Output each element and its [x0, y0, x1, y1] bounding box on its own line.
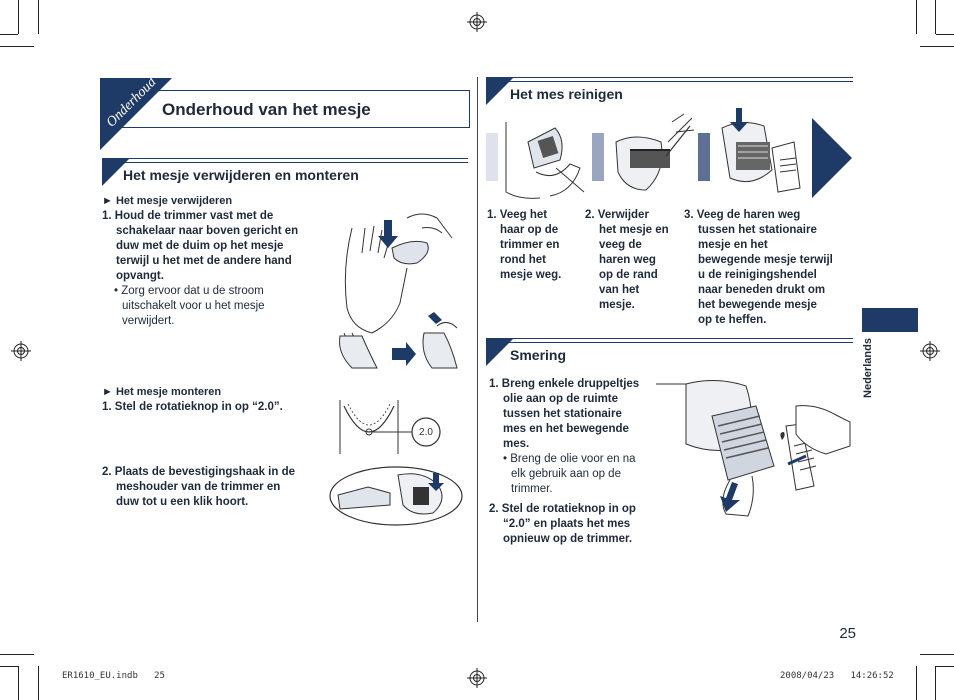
- remove-step-1-line: terwijl u het met de andere hand: [116, 255, 292, 267]
- clean-step-1: [487, 208, 561, 283]
- clean-step-2-line: veeg de: [599, 239, 642, 251]
- lube-note-line: elk gebruik aan op de: [511, 468, 621, 480]
- main-title: Onderhoud van het mesje: [162, 100, 371, 119]
- lube-step-2-line: “2.0” en plaats het mes: [503, 518, 631, 530]
- clean-step-2-line: mesje.: [599, 299, 635, 311]
- clean-step-1-line: haar op de: [500, 224, 559, 236]
- registration-mark-icon: [920, 341, 940, 361]
- lube-note-line: trimmer.: [511, 483, 553, 495]
- clean-step-3-line: het bewegende mesje: [698, 299, 817, 311]
- registration-mark-icon: [11, 341, 31, 361]
- lube-step-1-line: mes.: [503, 438, 530, 450]
- footer-file-label: ER1610_EU.indb 25: [62, 671, 165, 681]
- crop-mark: [18, 666, 19, 700]
- clean-step-3-line: op te heffen.: [698, 314, 767, 326]
- clean-step-3-line: u de reinigingshendel: [698, 269, 817, 281]
- lube-step-1-line: tussen het stationaire: [503, 408, 622, 420]
- lube-step-2-line: 2. Stel de rotatieknop in op: [489, 503, 636, 515]
- lube-note-line: • Breng de olie voor en na: [503, 453, 636, 465]
- page-number: 25: [839, 625, 856, 642]
- section-header-line: [486, 81, 853, 82]
- crop-mark: [935, 666, 936, 700]
- footer-timestamp: 2008/04/23 14:26:52: [780, 671, 894, 681]
- onderhoud-tab-label: Onderhoud: [103, 74, 160, 131]
- mount-step-2-line: meshouder van de trimmer en: [116, 481, 281, 493]
- crop-mark: [0, 46, 34, 47]
- crop-mark: [18, 0, 19, 34]
- crop-mark: [936, 34, 954, 35]
- crop-mark: [936, 666, 954, 667]
- remove-step-1-line: opvangt.: [116, 270, 164, 282]
- hand-remove-blade-illustration: [322, 208, 464, 370]
- clean-step-1-line: mesje weg.: [500, 269, 562, 281]
- remove-note-line: • Zorg ervoor dat u de stroom: [114, 285, 264, 297]
- section-title-remove-mount: Het mesje verwijderen en monteren: [123, 167, 359, 183]
- section-header-line: [486, 77, 853, 78]
- clean-step-3-illustration: [712, 108, 808, 202]
- mount-step-1: 1. Stel de rotatieknop in op “2.0”.: [102, 401, 283, 413]
- remove-step-1-line: duw met de duim op het mesje: [116, 240, 284, 252]
- mount-step-2: [102, 465, 295, 510]
- remove-step-1-line: 1. Houd de trimmer vast met de: [102, 210, 274, 222]
- side-tab-label: Nederlands: [862, 338, 874, 398]
- clean-step-3-line: naar beneden drukt om: [698, 284, 826, 296]
- crop-mark: [38, 666, 39, 700]
- section-header-line: [102, 158, 468, 159]
- crop-mark: [920, 46, 954, 47]
- remove-step-1: [102, 209, 298, 284]
- remove-note-line: uitschakelt voor u het mesje: [122, 300, 265, 312]
- crop-mark: [916, 666, 917, 700]
- lube-note: [503, 452, 636, 497]
- remove-note: [114, 284, 265, 329]
- remove-heading: ► Het mesje verwijderen: [102, 195, 233, 207]
- mount-step-2-line: 2. Plaats de bevestigingshaak in de: [102, 466, 296, 478]
- clean-step-2-line: haren weg: [599, 254, 656, 266]
- registration-mark-icon: [467, 12, 487, 32]
- registration-mark-icon: [467, 668, 487, 688]
- mount-step-2-line: duw tot u een klik hoort.: [116, 496, 249, 508]
- step-bar: [486, 133, 498, 181]
- clean-step-2: [585, 208, 669, 313]
- clean-step-1-line: trimmer en: [500, 239, 560, 251]
- clean-step-3-line: tussen het stationaire: [698, 224, 817, 236]
- clean-step-3-line: bewegende mesje terwijl: [698, 254, 833, 266]
- mount-heading: ► Het mesje monteren: [102, 386, 222, 398]
- step-bar: [592, 133, 604, 181]
- lubrication-illustration: [656, 376, 852, 520]
- clean-step-2-line: van het: [599, 284, 640, 296]
- lube-step-1-line: mes en het bewegende: [503, 423, 629, 435]
- clean-step-1-line: rond het: [500, 254, 546, 266]
- section-title-clean: Het mes reinigen: [510, 86, 623, 102]
- column-divider: [477, 77, 478, 622]
- section-header-line: [102, 162, 468, 163]
- crop-mark: [920, 654, 954, 655]
- crop-mark: [916, 0, 917, 34]
- crop-mark: [935, 0, 936, 34]
- mount-blade-illustration: [328, 465, 464, 527]
- dial-label: 2.0: [419, 427, 433, 438]
- section-header-line: [486, 338, 853, 339]
- section-header-line: [486, 342, 853, 343]
- side-tab-block: [862, 308, 918, 332]
- lube-step-2: [489, 502, 636, 547]
- clean-step-3: [684, 208, 833, 328]
- crop-mark: [0, 34, 18, 35]
- step-bar: [698, 133, 710, 181]
- crop-mark: [0, 666, 18, 667]
- dial-illustration: [336, 398, 456, 458]
- lube-step-1-line: 1. Breng enkele druppeltjes: [489, 378, 640, 390]
- clean-step-1-line: 1. Veeg het: [487, 209, 548, 221]
- clean-step-2-line: op de rand: [599, 269, 658, 281]
- remove-step-1-line: schakelaar naar boven gericht en: [116, 225, 299, 237]
- step-arrow-icon: [808, 118, 854, 198]
- clean-step-2-line: 2. Verwijder: [585, 209, 649, 221]
- crop-mark: [0, 654, 34, 655]
- clean-step-3-line: 3. Veeg de haren weg: [684, 209, 801, 221]
- crop-mark: [38, 0, 39, 34]
- section-title-lubrication: Smering: [510, 347, 567, 363]
- clean-step-1-illustration: [500, 112, 590, 202]
- lube-step-1: [489, 377, 639, 452]
- clean-step-2-line: het mesje en: [599, 224, 669, 236]
- clean-step-2-illustration: [606, 112, 696, 202]
- remove-note-line: verwijdert.: [122, 315, 175, 327]
- clean-step-3-line: mesje en het: [698, 239, 768, 251]
- lube-step-1-line: olie aan op de ruimte: [503, 393, 619, 405]
- lube-step-2-line: opnieuw op de trimmer.: [503, 533, 633, 545]
